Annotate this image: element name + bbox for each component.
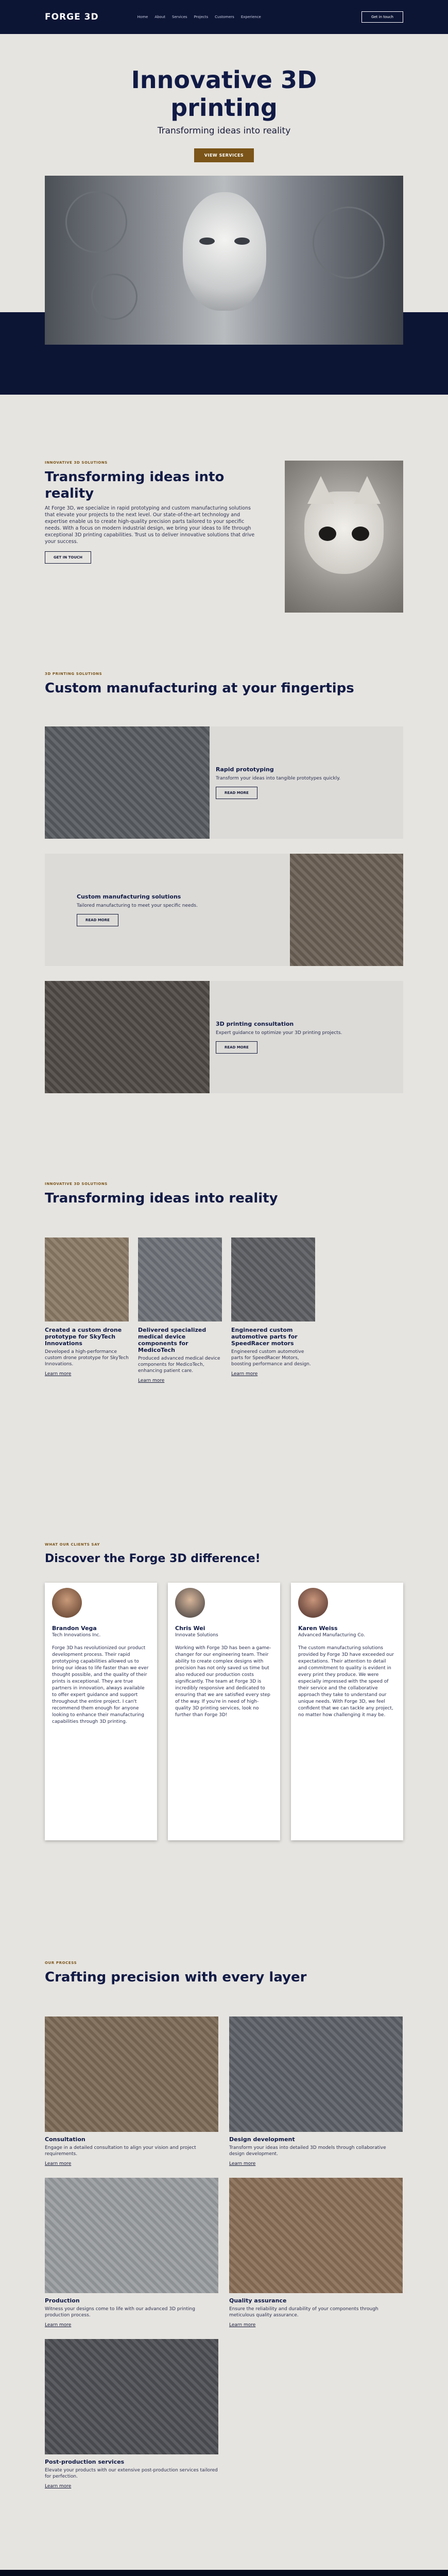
robot-eye <box>199 238 215 245</box>
service-card <box>45 981 403 1093</box>
nav-link-experience[interactable]: Experience <box>240 15 261 19</box>
nav-link-projects[interactable]: Projects <box>194 15 209 19</box>
cat-sculpture-image <box>285 461 403 613</box>
nav-link-customers[interactable]: Customers <box>215 15 234 19</box>
learn-more-link[interactable]: Learn more <box>45 1371 72 1377</box>
process-card <box>45 2339 218 2489</box>
process-image <box>229 2016 403 2132</box>
read-more-button[interactable]: READ MORE <box>216 1041 257 1054</box>
robot-face <box>183 192 266 311</box>
learn-more-link[interactable]: Learn more <box>231 1371 258 1377</box>
learn-more-link[interactable]: Learn more <box>45 2323 72 2328</box>
get-in-touch-button[interactable]: GET IN TOUCH <box>45 551 91 564</box>
testimonial-org: Innovate Solutions <box>175 1633 218 1638</box>
gear-shape <box>313 207 385 279</box>
cat-head <box>304 492 384 574</box>
project-image <box>138 1238 222 1321</box>
process-image <box>45 2016 218 2132</box>
process-title: Production <box>45 2297 80 2304</box>
view-services-button[interactable]: VIEW SERVICES <box>194 148 254 162</box>
avatar <box>52 1588 82 1618</box>
project-title: Created a custom drone prototype for SkyTech Innovations <box>45 1327 122 1347</box>
learn-more-link[interactable]: Learn more <box>229 2161 256 2166</box>
process-card <box>229 2016 403 2167</box>
about-section <box>0 400 448 672</box>
process-card <box>45 2016 218 2167</box>
nav-links <box>137 15 261 19</box>
services-eyebrow: 3D PRINTING SOLUTIONS <box>45 672 102 676</box>
cat-ear <box>354 476 381 504</box>
testimonial-name: Karen Weiss <box>298 1625 338 1632</box>
hero-title-line1: Innovative 3D <box>131 66 317 94</box>
learn-more-link[interactable]: Learn more <box>45 2484 72 2489</box>
service-image <box>45 981 210 1093</box>
service-title: Rapid prototyping <box>216 766 274 773</box>
project-image <box>231 1238 315 1321</box>
process-image <box>45 2178 218 2293</box>
services-section <box>0 672 448 1139</box>
cat-eye <box>319 527 336 541</box>
avatar <box>298 1588 328 1618</box>
read-more-button[interactable]: READ MORE <box>77 914 118 926</box>
hero-section <box>0 34 448 400</box>
testimonial-org: Tech Innovations Inc. <box>52 1633 101 1638</box>
avatar <box>175 1588 205 1618</box>
project-desc: Produced advanced medical device components for MedicoTech, enhancing patient care. <box>138 1356 220 1374</box>
testimonials-section <box>0 1499 448 1918</box>
nav-cta-button[interactable]: Get in touch <box>361 11 403 23</box>
process-card <box>229 2178 403 2328</box>
process-card <box>45 2178 218 2328</box>
nav-link-about[interactable]: About <box>154 15 166 19</box>
projects-eyebrow: INNOVATIVE 3D SOLUTIONS <box>45 1182 108 1186</box>
projects-title: Transforming ideas into reality <box>45 1191 278 1206</box>
services-title: Custom manufacturing at your fingertips <box>45 681 354 696</box>
process-title: Consultation <box>45 2136 85 2143</box>
process-title: Design development <box>229 2136 295 2143</box>
testimonial-text: The custom manufacturing solutions provided by Forge 3D have exceeded our expectations. Their attention to detail and commitment to quality is evident in every print they produce. We were especially impressed with the speed of their service and the collaborative approach they take to understand our unique needs. With Forge 3D, we feel confident that we can tackle any project, no matter how challenging it may be. <box>298 1646 394 1718</box>
about-text <box>45 461 261 672</box>
gear-shape <box>91 274 137 320</box>
nav-link-services[interactable]: Services <box>172 15 187 19</box>
services-list <box>45 726 403 1093</box>
project-card <box>45 1238 129 1384</box>
service-text <box>210 981 403 1093</box>
hero-image <box>45 176 403 345</box>
process-desc: Elevate your products with our extensive post-production services tailored for perfection. <box>45 2468 218 2479</box>
learn-more-link[interactable]: Learn more <box>229 2323 256 2328</box>
process-section <box>0 1918 448 2570</box>
testimonial-card <box>45 1583 157 1840</box>
testimonial-card <box>291 1583 403 1840</box>
about-eyebrow: INNOVATIVE 3D SOLUTIONS <box>45 461 108 465</box>
project-desc: Developed a high-performance custom drone prototype for SkyTech Innovations. <box>45 1349 129 1367</box>
service-desc: Expert guidance to optimize your 3D printing projects. <box>216 1030 342 1036</box>
projects-section <box>0 1139 448 1499</box>
service-text <box>45 854 290 966</box>
project-desc: Engineered custom automotive parts for SpeedRacer Motors, boosting performance and design. <box>231 1349 311 1367</box>
process-desc: Witness your designs come to life with our advanced 3D printing production process. <box>45 2307 195 2318</box>
service-card <box>45 726 403 839</box>
process-desc: Engage in a detailed consultation to align your vision and project requirements. <box>45 2145 196 2157</box>
testimonial-org: Advanced Manufacturing Co. <box>298 1633 365 1638</box>
service-title: 3D printing consultation <box>216 1021 294 1027</box>
hero-title <box>0 66 448 122</box>
project-title: Engineered custom automotive parts for SpeedRacer motors <box>231 1327 298 1347</box>
cat-ear <box>307 476 334 504</box>
process-title: Quality assurance <box>229 2297 287 2304</box>
process-image <box>45 2339 218 2454</box>
process-image <box>229 2178 403 2293</box>
service-card <box>45 854 403 966</box>
service-desc: Tailored manufacturing to meet your specific needs. <box>77 903 198 908</box>
testimonial-name: Brandon Vega <box>52 1625 97 1632</box>
about-title: Transforming ideas into reality <box>45 469 225 501</box>
process-desc: Ensure the reliability and durability of your components through meticulous quality assurance. <box>229 2307 378 2318</box>
service-desc: Transform your ideas into tangible prototypes quickly. <box>216 776 341 781</box>
service-image <box>290 854 403 966</box>
testimonial-text: Working with Forge 3D has been a game-changer for our engineering team. Their ability to create complex designs with precision has not only saved us time but also reduced our production costs significantly. The team at Forge 3D is incredibly responsive and dedicated to ensuring that we are satisfied every step of the way. If you're in need of high-quality 3D printing services, look no further than Forge 3D! <box>175 1646 271 1718</box>
top-nav <box>0 0 448 34</box>
service-title: Custom manufacturing solutions <box>77 893 181 900</box>
process-grid <box>45 2016 403 2489</box>
learn-more-link[interactable]: Learn more <box>45 2161 72 2166</box>
testimonial-text: Forge 3D has revolutionized our product development process. Their rapid prototyping capabilities allowed us to bring our ideas to life faster than we ever thought possible, and the quality of their prints is exceptional. They are true partners in innovation, always available to offer expert guidance and support throughout the entire project. I can't recommend them enough for anyone looking to enhance their manufacturing capabilities through 3D printing. <box>52 1646 149 1724</box>
cat-eye <box>352 527 369 541</box>
learn-more-link[interactable]: Learn more <box>138 1378 165 1383</box>
project-card <box>138 1238 222 1384</box>
testimonial-name: Chris Wei <box>175 1625 205 1632</box>
project-image <box>45 1238 129 1321</box>
hero-subtitle: Transforming ideas into reality <box>157 126 291 136</box>
project-card <box>231 1238 315 1384</box>
process-desc: Transform your ideas into detailed 3D models through collaborative design development. <box>229 2145 386 2157</box>
process-title: Crafting precision with every layer <box>45 1970 307 1985</box>
process-title: Post-production services <box>45 2459 125 2465</box>
process-eyebrow: OUR PROCESS <box>45 1961 77 1965</box>
testimonials-eyebrow: WHAT OUR CLIENTS SAY <box>45 1543 100 1547</box>
nav-link-home[interactable]: Home <box>137 15 148 19</box>
contact-section <box>0 2570 448 2576</box>
service-text <box>210 726 403 839</box>
testimonials-title: Discover the Forge 3D difference! <box>45 1552 261 1565</box>
read-more-button[interactable]: READ MORE <box>216 787 257 799</box>
robot-eye <box>234 238 250 245</box>
hero-title-line2: printing <box>170 94 278 122</box>
testimonials-list <box>45 1583 403 1840</box>
project-title: Delivered specialized medical device components for MedicoTech <box>138 1327 206 1353</box>
service-image <box>45 726 210 839</box>
logo[interactable]: FORGE 3D <box>45 12 99 22</box>
gear-shape <box>65 191 127 253</box>
about-body: At Forge 3D, we specialize in rapid prototyping and custom manufacturing solutions that elevate your projects to the next level. Our state-of-the-art technology and expertise enable us to create high-quality precision parts tailored to your specific needs. With a focus on modern industrial design, we bring your ideas to life through exceptional 3D printing capabilities. Trust us to deliver innovative solutions that drive your success. <box>45 505 255 545</box>
testimonial-card <box>168 1583 280 1840</box>
projects-grid <box>45 1238 403 1384</box>
